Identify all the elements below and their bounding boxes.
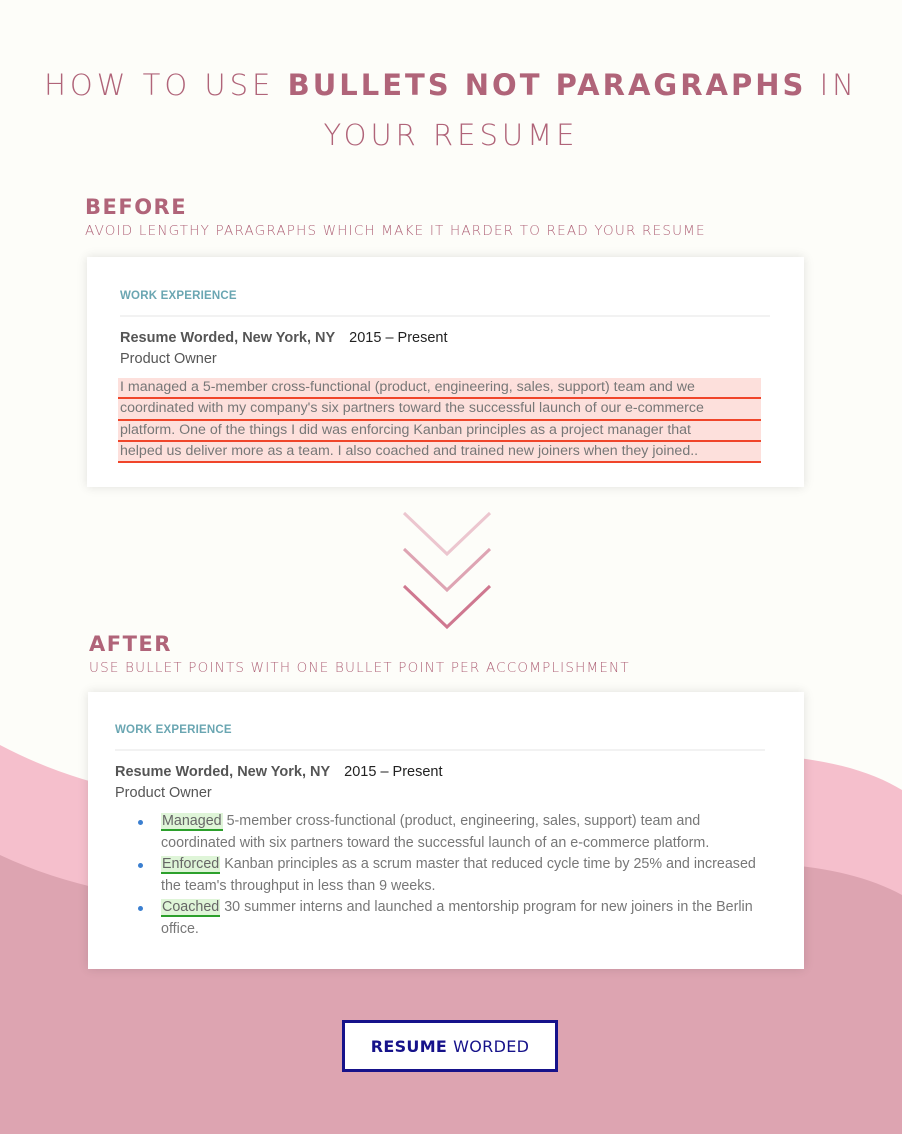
before-resume-card [87,257,804,487]
page-title: HOW TO USE BULLETS NOT PARAGRAPHS IN YOUR RESUME [44,68,858,152]
divider [120,315,770,317]
company: Resume Worded, New York, NY [115,764,331,780]
role: Product Owner [115,785,212,801]
job-line [120,330,448,346]
paragraph-line: helped us deliver more as a team. I also coached and trained new joiners when they joined.. [118,442,761,463]
divider [115,749,765,751]
bullet-dot-icon [138,820,143,825]
action-verb: Coached [162,899,220,915]
company: Resume Worded, New York, NY [120,330,336,346]
role: Product Owner [120,351,217,367]
bullet-dot-icon [138,906,143,911]
section-title: WORK EXPERIENCE [120,290,237,302]
bullet-item: Enforced Kanban principles as a scrum master that reduced cycle time by 25% and increased the team's throughput in less than 9 weeks. [138,854,758,897]
bullet-dot-icon [138,863,143,868]
paragraph-line: coordinated with my company's six partners toward the successful launch of our e-commerce [118,399,761,420]
triple-chevron-down-icon [400,508,495,633]
action-verb: Enforced [162,856,220,872]
before-subtitle: AVOID LENGTHY PARAGRAPHS WHICH MAKE IT HARDER TO READ YOUR RESUME [85,223,706,239]
bullet-item: Coached 30 summer interns and launched a mentorship program for new joiners in the Berlin office. [138,897,758,940]
dates: 2015 – Present [349,330,448,346]
bullet-item: Managed 5-member cross-functional (product, engineering, sales, support) team and coordinated with six partners toward the successful launch of an e-commerce platform. [138,811,758,854]
paragraph-line: platform. One of the things I did was enforcing Kanban principles as a project manager that [118,421,761,442]
paragraph-block [118,378,761,463]
before-label: BEFORE [85,195,188,219]
job-line [115,764,443,780]
before-header [85,194,706,240]
dates: 2015 – Present [344,764,443,780]
after-label: AFTER [89,632,172,656]
bullet-list [138,811,758,940]
after-header [89,631,630,677]
after-resume-card [88,692,804,969]
after-subtitle: USE BULLET POINTS WITH ONE BULLET POINT PER ACCOMPLISHMENT [89,660,630,676]
resume-worded-logo[interactable]: RESUME WORDED [342,1020,558,1072]
paragraph-line: I managed a 5-member cross-functional (product, engineering, sales, support) team and we [118,378,761,399]
action-verb: Managed [162,813,222,829]
section-title: WORK EXPERIENCE [115,724,232,736]
